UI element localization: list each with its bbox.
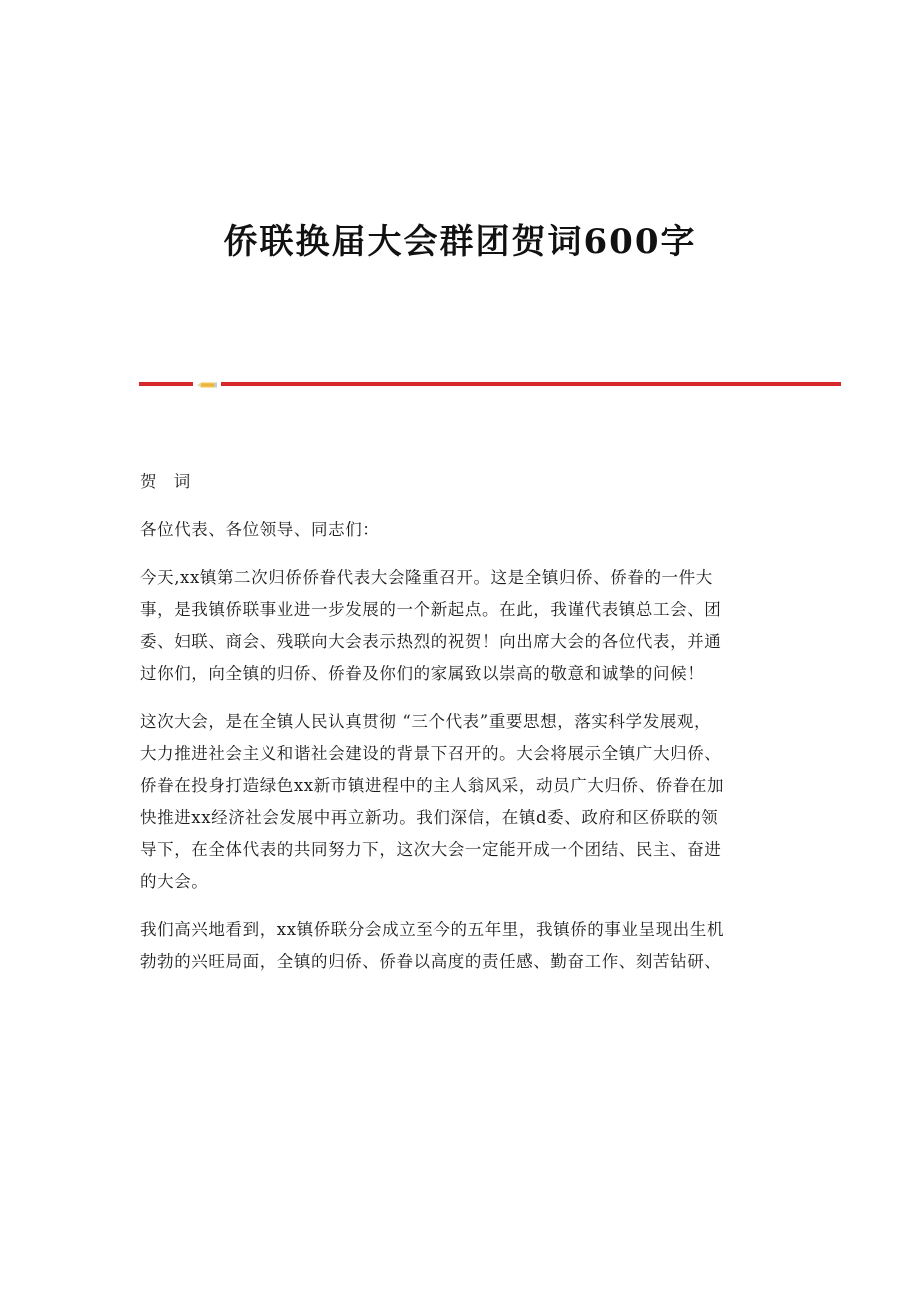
paragraph-1 [140, 562, 780, 690]
title-divider [139, 380, 841, 388]
paragraph-3 [140, 914, 780, 978]
paragraph-line: 今天,xx镇第二次归侨侨眷代表大会隆重召开。这是全镇归侨、侨眷的一件大 [140, 568, 713, 587]
paragraph-line: 我们高兴地看到，xx镇侨联分会成立至今的五年里，我镇侨的事业呈现出生机 [140, 920, 725, 939]
divider-bar-right [221, 382, 841, 386]
paragraph-line: 事，是我镇侨联事业进一步发展的一个新起点。在此，我谨代表镇总工会、团 [140, 600, 722, 619]
paragraph-line: 导下，在全体代表的共同努力下，这次大会一定能开成一个团结、民主、奋进 [140, 840, 722, 859]
paragraph-line: 委、妇联、商会、残联向大会表示热烈的祝贺！向出席大会的各位代表，并通 [140, 632, 722, 651]
paragraph-line: 大力推进社会主义和谐社会建设的背景下召开的。大会将展示全镇广大归侨、 [140, 744, 722, 763]
paragraph-line: 快推进xx经济社会发展中再立新功。我们深信，在镇d委、政府和区侨联的领 [140, 808, 719, 827]
paragraph-line: 勃勃的兴旺局面，全镇的归侨、侨眷以高度的责任感、勤奋工作、刻苦钻研、 [140, 952, 722, 971]
paragraph-2 [140, 706, 780, 898]
salutation: 各位代表、各位领导、同志们： [140, 520, 380, 539]
paragraph-line: 这次大会，是在全镇人民认真贯彻 “三个代表”重要思想，落实科学发展观， [140, 712, 712, 731]
divider-bar-left [139, 382, 193, 386]
section-heading: 贺 词 [140, 472, 197, 491]
paragraph-line: 侨眷在投身打造绿色xx新市镇进程中的主人翁风采，动员广大归侨、侨眷在加 [140, 776, 725, 795]
paragraph-line: 过你们，向全镇的归侨、侨眷及你们的家属致以崇高的敬意和诚挚的问候！ [140, 664, 705, 683]
paragraph-line: 的大会。 [140, 872, 209, 891]
document-body [140, 466, 780, 994]
pencil-icon [197, 382, 217, 388]
document-title: 侨联换届大会群团贺词600字 [223, 222, 697, 262]
